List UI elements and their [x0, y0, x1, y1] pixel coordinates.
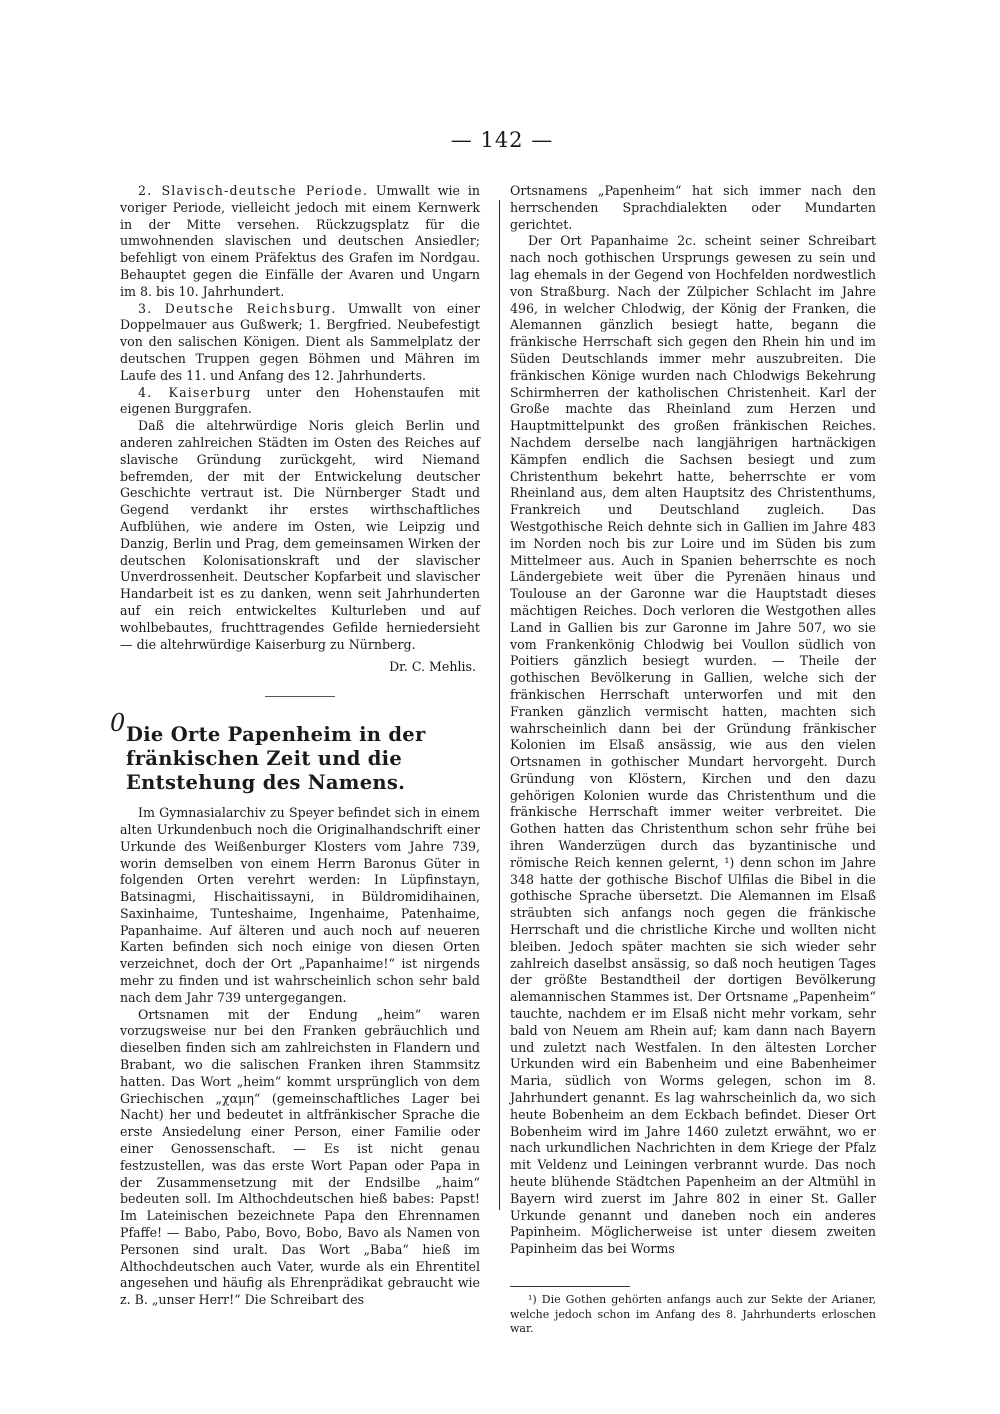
column-divider — [499, 200, 500, 1210]
author-signature: Dr. C. Mehlis. — [389, 659, 476, 675]
period-item — [120, 301, 480, 385]
article-paragraph: Im Gymnasialarchiv zu Speyer befindet sich in einem alten Urkundenbuch noch die Originalhandschrift einer Urkunde des Weißenburger Klosters vom Jahre 739, worin demselben von einem Herrn Baronus Güter in folgenden Orten verehrt werden: In Lüpfinstayn, Batsinagmi, Hischaitissayni, in Büldromidihainen, Saxinhaime, Tunteshaime, Ingenhaime, Patenhaime, Papanhaime. Auf älteren und auch noch auf neueren Karten befinden sich noch einige von diesen Orten verzeichnet, doch der Ort „Papanhaime!“ ist nirgends mehr zu finden und ist wahrscheinlich schon sehr bald nach dem Jahr 739 untergegangen. — [120, 805, 480, 1005]
margin-mark: 0 — [110, 709, 126, 738]
period-item — [120, 183, 480, 301]
period-item — [120, 385, 480, 419]
page-number: — 142 — — [450, 128, 554, 152]
period-text: Umwallt wie in voriger Periode, vielleicht jedoch mit einem Kernwerk in der Mitte versehen. Rückzugsplatz für die umwohnenden slavischen und deutschen Ansiedler; befehligt von einem Präfektus des Grafen im Nordgau. Behauptet gegen die Einfälle der Avaren und Ungarn im 8. bis 10. Jahrhundert. — [120, 183, 480, 299]
article-paragraph: Ortsnamen mit der Endung „heim“ waren vorzugsweise nur bei den Franken gebräuchlich und dieselben finden sich am zahlreichsten in Flandern und Brabant, wo die salischen Franken ihren Stammsitz hatten. Das Wort „heim“ kommt ursprünglich von dem Griechischen „χαμη“ (gemeinschaftliches Lager bei Nacht) her und bedeutet in altfränkischer Sprache die erste Ansiedelung einer Person, einer Familie oder einer Genossenschaft. — Es ist nicht genau festzustellen, was das erste Wort Papan oder Papa in der Zusammensetzung mit der Endsilbe „haim“ bedeuten soll. Im Althochdeutschen hieß babes: Papst! Im Lateinischen bezeichnete Papa den Ehrennamen Pfaffe! — Babo, Pabo, Bovo, Bobo, Bavo als Namen von Personen sind uralt. Das Wort „Baba“ hieß im Althochdeutschen auch Vater, wurde als ein Ehrentitel angesehen und häufig als Ehrenprädikat gebraucht wie z. B. „unser Herr!“ Die Schreibart des — [120, 1006, 480, 1308]
period-text: unter den Hohenstaufen mit eigenen Burggrafen. — [120, 384, 480, 417]
left-column — [110, 183, 480, 1309]
footnote: ¹) Die Gothen gehörten anfangs auch zur Sekte der Arianer, welche jedoch schon im Anfang des 8. Jahrhunderts erloschen war. — [510, 1293, 876, 1335]
period-heading: 2. Slavisch-deutsche Periode. — [138, 183, 369, 198]
article-heading — [110, 709, 480, 795]
article-paragraph: Der Ort Papanhaime 2c. scheint seiner Schreibart nach noch gothischen Ursprungs gewesen zu sein und lag ehemals in der Gegend von Hochfelden nordwestlich von Straßburg. Nach der Zülpicher Schlacht im Jahre 496, in welcher Chlodwig, der König der Franken, die Alemannen gänzlich besiegt hatte, begann die fränkische Herrschaft sich gegen den Rhein hin und im Süden Deutschlands immer mehr auszubreiten. Die fränkischen Könige wurden nach Chlodwigs Bekehrung Schirmherren der katholischen Christenheit. Karl der Große machte das Rheinland zum Herzen und Hauptmittelpunkt des großen fränkischen Reiches. Nachdem derselbe nach langjährigen hartnäckigen Kämpfen endlich die Sachsen besiegt und zum Christenthum bekehrt hatte, beherrschte er vom Rheinland aus, dem alten Hauptsitz des Christenthums, Frankreich und Deutschland zugleich. Das Westgothische Reich dehnte sich in Gallien im Jahre 483 im Norden noch bis zur Loire und im Süden bis zum Mittelmeer aus. Auch in Spanien beherrschte es noch Ländergebiete weit über die Pyrenäen hinaus und Toulouse an der Garonne war die Hauptstadt dieses mächtigen Reiches. Doch verloren die Westgothen alles Land in Gallien bis zur Garonne im Jahre 507, wo sie vom Frankenkönig Chlodwig bei Voullon südlich von Poitiers gänzlich besiegt wurden. — Theile der gothischen Bevölkerung in Gallien, welche sich der fränkischen Herrschaft unterworfen und mit den Franken gänzlich vermischt hatten, machten sich wahrscheinlich dann bei der Gründung fränkischer Kolonien im Elsaß ansässig, wie aus den vielen Ortsnamen in gothischer Mundart hervorgeht. Durch Gründung von Klöstern, Kirchen und den dazu gehörigen Kolonien wurde das Christenthum und die fränkische Herrschaft immer weiter verbreitet. Die Gothen hatten das Christenthum schon sehr frühe bei ihren Wanderzügen durch das byzantinische und römische Reich kennen gelernt, ¹) denn schon im Jahre 348 hatte der gothische Bischof Ulfilas die Bibel in die gothische Sprache übersetzt. Die Alemannen im Elsaß sträubten sich anfangs noch gegen die fränkische Herrschaft und die christliche Kirche und wollten nicht bleiben. Jedoch später machten sie sich wieder sehr zahlreich daselbst ansässig, so daß noch heutigen Tages der größte Bestandtheil der dortigen Bevölkerung alemannischen Stammes ist. Der Ortsname „Papenheim“ tauchte, nachdem er im Elsaß nicht mehr vorkam, sehr bald von Neuem am Rhein auf; kam dann nach Bayern und zuletzt nach Westfalen. In den ältesten Lorcher Urkunden wird ein Babenheim und eine Babenheimer Maria, südlich von Worms gelegen, schon im 8. Jahrhundert genannt. Es lag wahrscheinlich da, wo sich heute Bobenheim an dem Eckbach befindet. Dieser Ort Bobenheim wird im Jahre 1460 zuletzt erwähnt, wo er nach urkundlichen Nachrichten in dem Kriege der Pfalz mit Veldenz und Leiningen verbrannt wurde. Das noch heute blühende Städtchen Papenheim an der Altmühl in Bayern wird zuerst im Jahre 802 in einer St. Galler Urkunde genannt und daneben noch ein anderes Papinheim. Möglicherweise ist unter diesem zweiten Papinheim das bei Worms — [510, 233, 876, 1257]
article-title: Die Orte Papenheim in der fränkischen Zeit und die Entstehung des Namens. — [126, 723, 426, 795]
period-heading: 4. Kaiserburg — [138, 384, 252, 400]
period-text: Umwallt von einer Doppelmauer aus Gußwerk; 1. Bergfried. Neubefestigt von den salischen Königen. Dient als Sammelplatz der deutschen Truppen gegen Böhmen und Mähren im Laufe des 11. und Anfang des 12. Jahrhunderts. — [120, 300, 480, 383]
section-divider — [265, 696, 335, 697]
right-column — [510, 183, 876, 1337]
period-heading: 3. Deutsche Reichsburg. — [138, 300, 337, 316]
closing-paragraph: Daß die altehrwürdige Noris gleich Berlin und anderen zahlreichen Städten im Osten des Reiches auf slavische Gründung zurückgeht, wird Niemand befremden, der mit der Entwickelung deutscher Geschichte vertraut ist. Die Nürnberger Stadt und Gegend verdankt ihr erstes wirthschaftliches Aufblühen, wie andere im Osten, wie Leipzig und Danzig, Berlin und Prag, dem gemeinsamen Wirken der deutschen Kolonisationskraft und der slavischer Unverdrossenheit. Deutscher Kopfarbeit und slavischer Handarbeit ist es zu danken, wenn seit Jahrhunderten auf ein reich entwickeltes Kulturleben und auf wohlbebautes, fruchttragendes Gefilde herniedersieht — die altehrwürdige Kaiserburg zu Nürnberg. — [120, 418, 480, 652]
footnote-divider — [510, 1286, 630, 1287]
article-paragraph: Ortsnamens „Papenheim“ hat sich immer nach den herrschenden Sprachdialekten oder Mundarten gerichtet. — [510, 183, 876, 232]
